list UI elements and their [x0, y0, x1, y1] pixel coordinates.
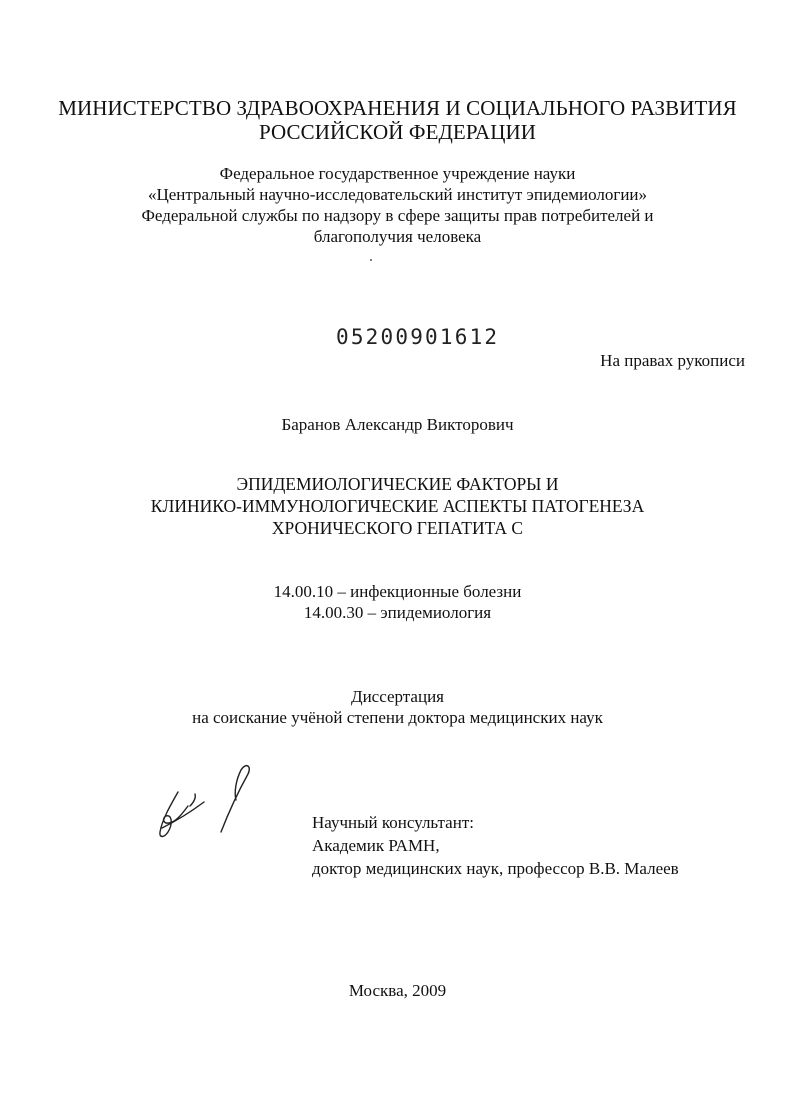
city-year: Москва, 2009 — [348, 981, 447, 1000]
author-name: Баранов Александр Викторович — [281, 415, 514, 434]
degree-statement — [0, 686, 795, 728]
specialty-item: 14.00.10 – инфекционные болезни — [273, 582, 522, 601]
ministry-heading — [0, 96, 795, 144]
signature-icon — [148, 762, 258, 847]
specialty-item: 14.00.30 – эпидемиология — [303, 603, 492, 622]
scientific-consultant — [312, 811, 679, 880]
ministry-line-1: МИНИСТЕРСТВО ЗДРАВООХРАНЕНИЯ И СОЦИАЛЬНОГО РАЗВИТИЯ — [58, 96, 737, 120]
degree-line-1: Диссертация — [350, 687, 444, 706]
ministry-line-2: РОССИЙСКОЙ ФЕДЕРАЦИИ — [259, 120, 536, 144]
institution-line-2: «Центральный научно-исследовательский институт эпидемиологии» — [147, 185, 648, 204]
specialties-list — [0, 581, 795, 623]
degree-line-2: на соискание учёной степени доктора медицинских наук — [192, 708, 603, 727]
consultant-label: Научный консультант: — [312, 813, 474, 832]
title-line-3: ХРОНИЧЕСКОГО ГЕПАТИТА С — [271, 518, 524, 538]
title-line-2: КЛИНИКО-ИММУНОЛОГИЧЕСКИЕ АСПЕКТЫ ПАТОГЕНЕЗА — [150, 496, 645, 516]
institution-block — [0, 163, 795, 247]
title-line-1: ЭПИДЕМИОЛОГИЧЕСКИЕ ФАКТОРЫ И — [236, 474, 559, 494]
consultant-title: Академик РАМН, — [312, 836, 440, 855]
archive-number: 05200901612 — [336, 325, 500, 349]
consultant-name: доктор медицинских наук, профессор В.В. Малеев — [312, 859, 679, 878]
scan-speck — [370, 259, 372, 261]
institution-line-4: благополучия человека — [313, 227, 482, 246]
institution-line-1: Федеральное государственное учреждение науки — [219, 164, 576, 183]
dissertation-title — [0, 473, 795, 539]
institution-line-3: Федеральной службы по надзору в сфере защиты прав потребителей и — [141, 206, 654, 225]
rights-notice: На правах рукописи — [600, 351, 745, 370]
